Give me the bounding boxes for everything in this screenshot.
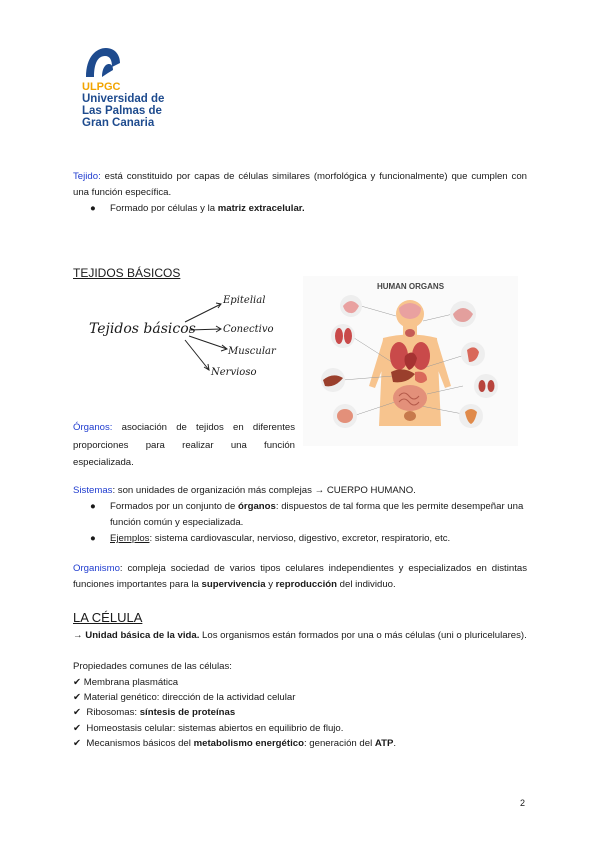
sistemas-bullet-1 <box>90 499 530 531</box>
organismo-text-1: : compleja sociedad de varios tipos celulares independientes y especializados en distintas funciones importantes para la <box>73 563 527 590</box>
tejido-text: está constituido por capas de células similares (morfológica y funcionalmente) que cumplen con una función específica. <box>73 171 527 198</box>
human-body-illustration-icon <box>303 276 518 446</box>
property-5 <box>73 736 396 752</box>
check-icon: ✔ <box>73 738 82 749</box>
bullet-dot-icon: ● <box>90 203 96 214</box>
bullet-text: : sistema cardiovascular, nervioso, digestivo, excretor, respiratorio, etc. <box>149 533 451 544</box>
property-text: Material genético: dirección de la actividad celular <box>83 692 296 703</box>
property-2 <box>73 690 295 706</box>
property-4 <box>73 721 343 737</box>
branch-conectivo: Conectivo <box>223 324 274 335</box>
branch-epitelial: Epitelial <box>223 295 266 306</box>
property-bold: metabolismo energético <box>193 738 304 749</box>
human-organs-figure <box>303 276 518 446</box>
sistemas-term: Sistemas <box>73 485 113 496</box>
bullet-dot-icon: ● <box>90 501 96 512</box>
property-text-mid: : generación del <box>303 738 375 749</box>
property-1 <box>73 675 178 691</box>
logo-line-3: Gran Canaria <box>82 117 155 129</box>
tejidos-basicos-heading: TEJIDOS BÁSICOS <box>73 266 181 280</box>
bullet-text-end: : dispuestos de tal forma que les permite desempeñar una función común y especializada. <box>110 501 524 528</box>
logo-acronym: ULPGC <box>82 81 121 93</box>
organismo-paragraph <box>73 561 527 593</box>
property-text: Membrana plasmática <box>83 677 179 688</box>
university-logo <box>80 45 190 130</box>
bullet-bold: matriz extracelular. <box>217 203 305 214</box>
unidad-paragraph <box>73 628 527 644</box>
sistemas-bullet-2 <box>90 531 530 547</box>
check-icon: ✔ <box>73 723 82 734</box>
organismo-text-3: del individuo. <box>336 579 396 590</box>
organos-term: Órganos: <box>73 422 113 433</box>
property-3 <box>73 705 235 721</box>
unidad-text: Los organismos están formados por una o más células (uni o pluricelulares). <box>199 630 527 641</box>
arrow-icon: → <box>73 630 86 641</box>
tejidos-diagram <box>85 290 285 385</box>
tejido-bullet <box>90 201 520 217</box>
logo-line-1: Universidad de <box>82 93 165 105</box>
organismo-bold-1: supervivencia <box>201 579 266 590</box>
organos-paragraph <box>73 419 295 472</box>
props-intro: Propiedades comunes de las células: <box>73 661 232 672</box>
bullet-text: Formado por células y la <box>110 203 218 214</box>
property-text: Homeostasis celular: sistemas abiertos en equilibrio de flujo. <box>86 723 344 734</box>
tejido-paragraph <box>73 169 527 201</box>
organos-text: asociación de tejidos en diferentes proporciones para realizar una función especializada. <box>73 422 295 468</box>
property-bold-2: ATP <box>374 738 394 749</box>
logo-line-2: Las Palmas de <box>82 105 162 117</box>
check-icon: ✔ <box>73 707 82 718</box>
property-text-end: . <box>393 738 397 749</box>
la-celula-heading: LA CÉLULA <box>73 610 143 625</box>
organismo-bold-2: reproducción <box>275 579 337 590</box>
branch-nervioso: Nervioso <box>211 367 257 378</box>
tejido-term: Tejido: <box>73 171 101 182</box>
bullet-text: Formados por un conjunto de <box>110 501 238 512</box>
check-icon: ✔ <box>73 692 82 703</box>
bullet-underlined: Ejemplos <box>110 533 150 544</box>
check-icon: ✔ <box>73 677 82 688</box>
property-text: Ribosomas: <box>86 707 140 718</box>
ulpgc-emblem-icon <box>82 45 122 79</box>
page-number: 2 <box>520 798 526 808</box>
unidad-bold: Unidad básica de la vida. <box>85 630 200 641</box>
organismo-text-2: y <box>265 579 276 590</box>
sistemas-text: : son unidades de organización más complejas → CUERPO HUMANO. <box>112 485 416 496</box>
organismo-term: Organismo <box>73 563 120 574</box>
sistemas-paragraph <box>73 483 527 499</box>
bullet-dot-icon: ● <box>90 533 96 544</box>
property-text: Mecanismos básicos del <box>86 738 194 749</box>
diagram-root-label: Tejidos básicos <box>89 321 196 337</box>
property-bold: síntesis de proteínas <box>139 707 236 718</box>
bullet-bold: órganos <box>238 501 276 512</box>
organs-figure-title: HUMAN ORGANS <box>376 282 445 291</box>
branch-muscular: Muscular <box>228 346 276 357</box>
